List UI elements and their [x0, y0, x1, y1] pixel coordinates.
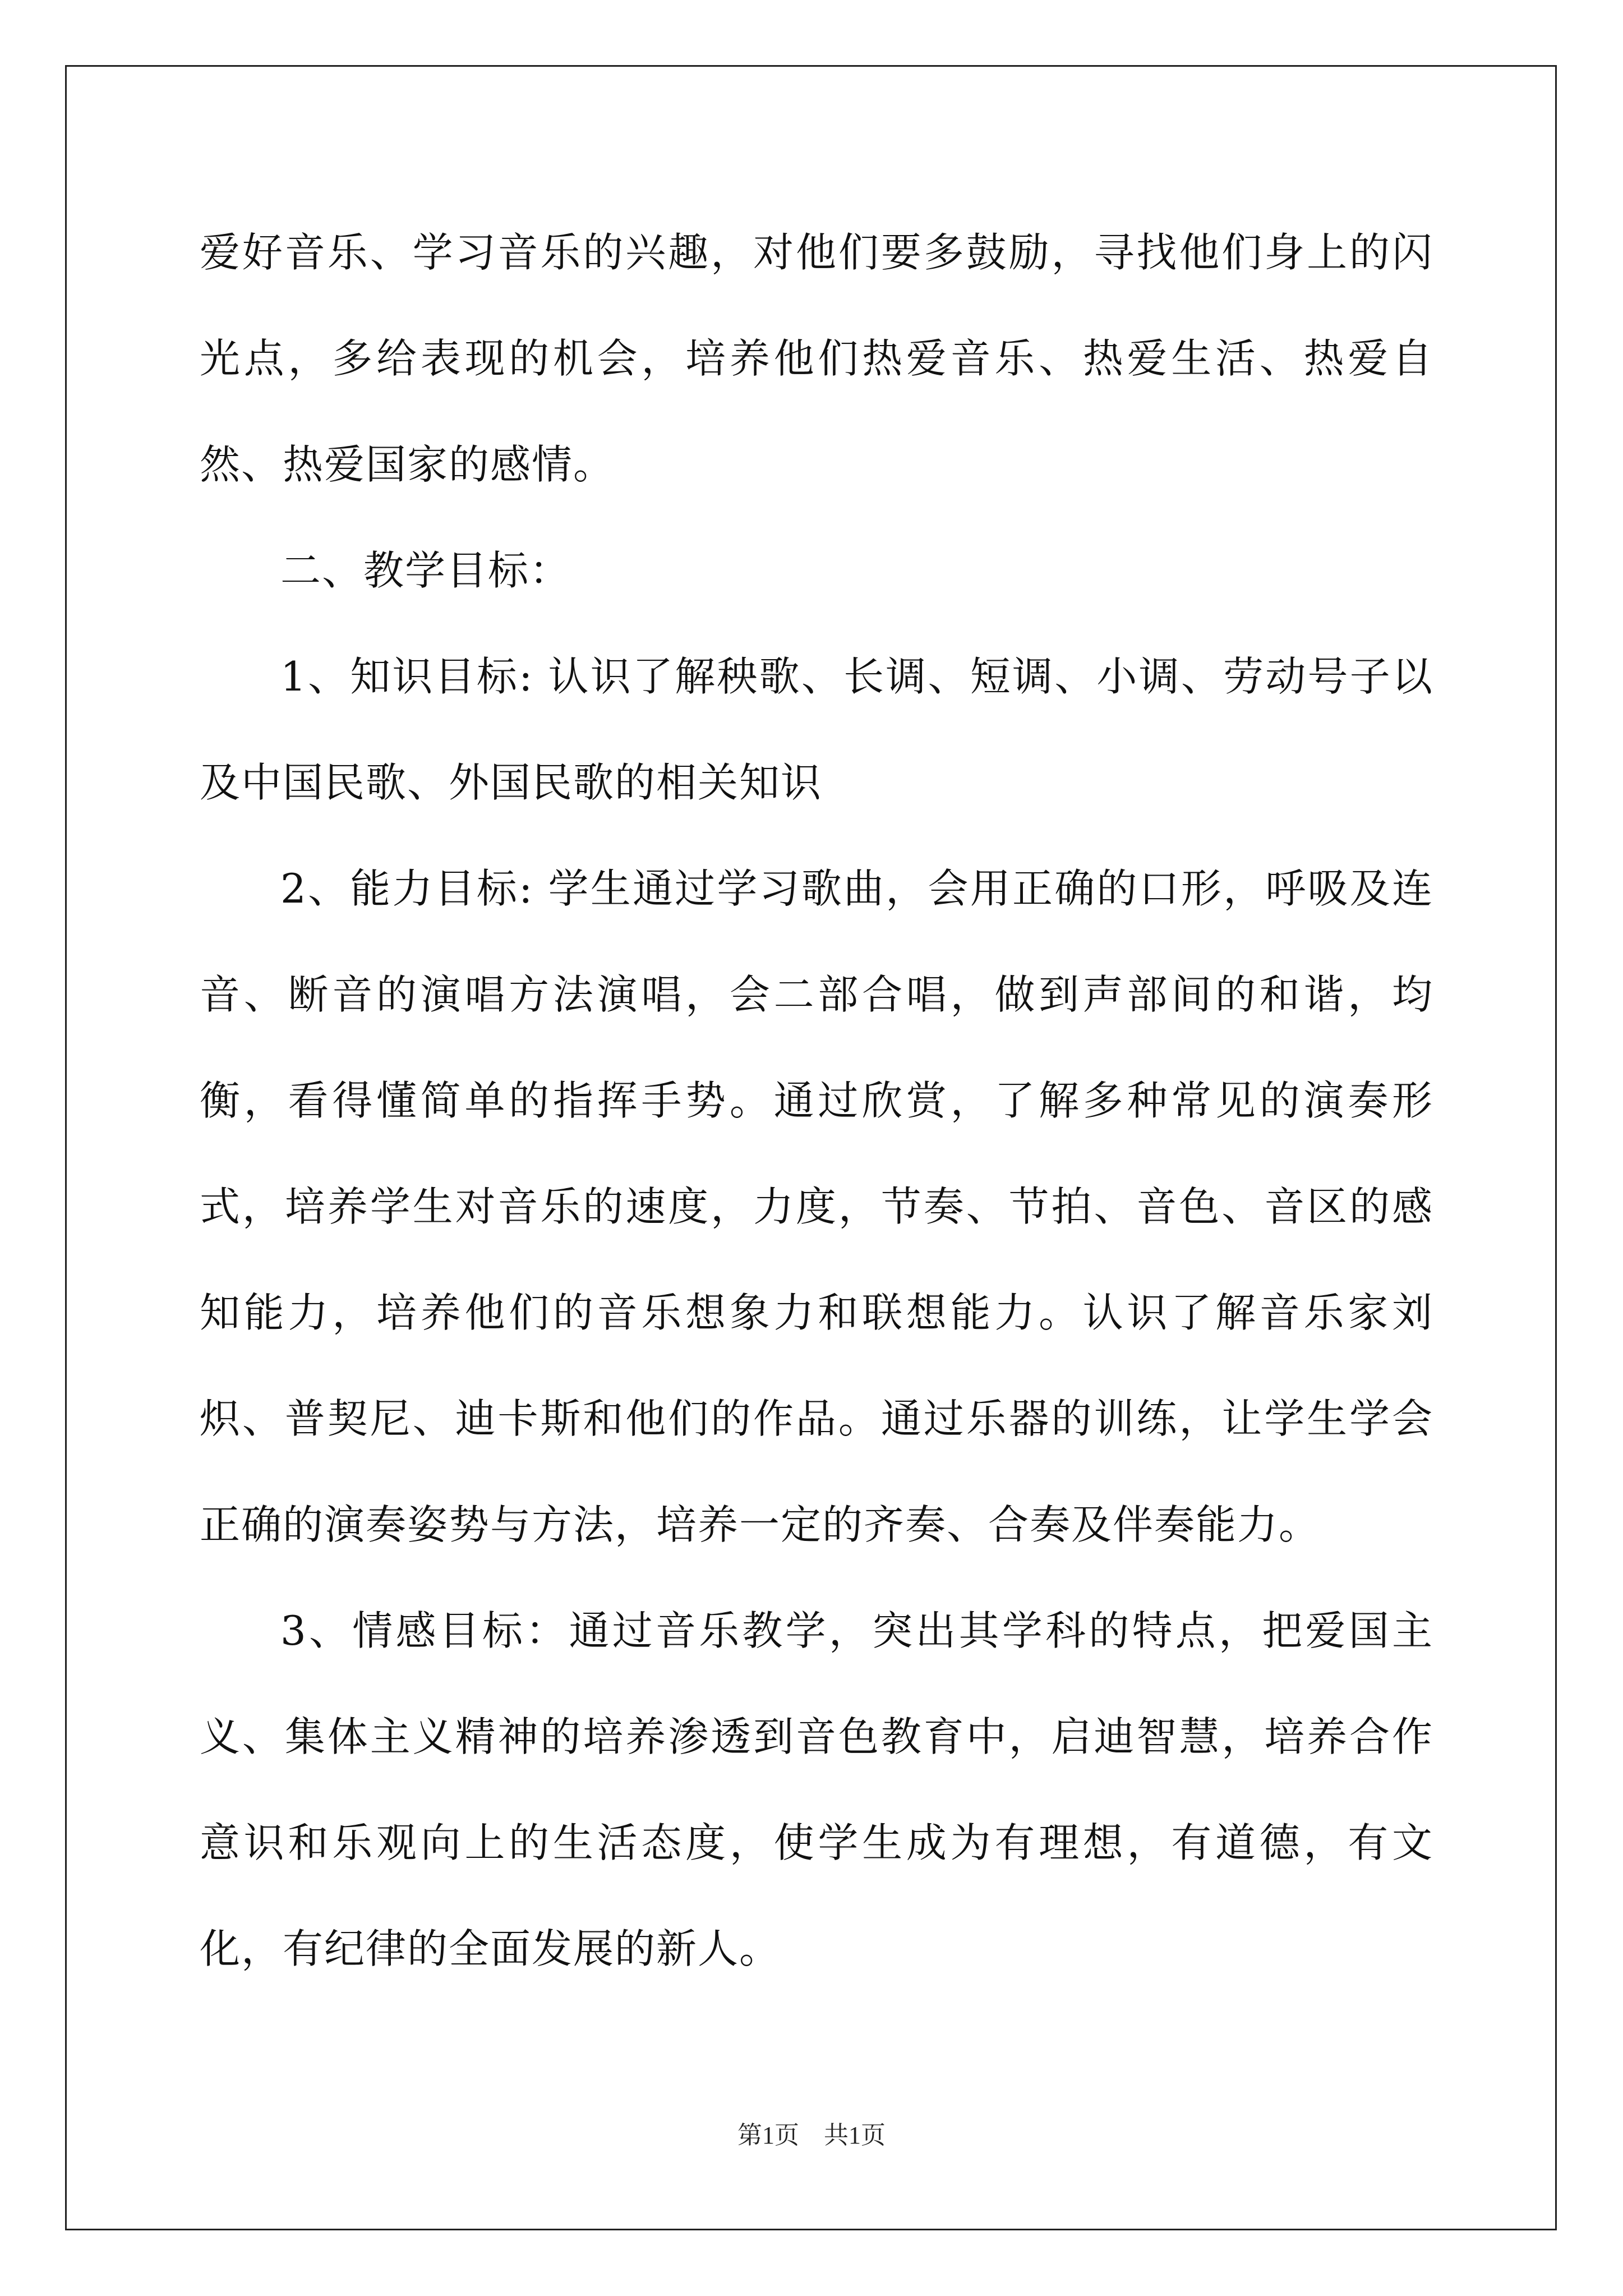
- section-heading-teaching-goals: 二、教学目标：: [280, 547, 571, 594]
- paragraph-knowledge-goal: 1、知识目标: 认识了解秧歌、长调、短调、小调、劳动号子以及中国民歌、外国民歌的相关知识: [200, 653, 1433, 806]
- page-number-footer: 第1页 共1页: [737, 2122, 886, 2149]
- paragraph-intro-continuation: 爱好音乐、学习音乐的兴趣，对他们要多鼓励，寻找他们身上的闪光点，多给表现的机会，培养他们热爱音乐、热爱生活、热爱自然、热爱国家的感情。: [200, 229, 1433, 488]
- document-body: [200, 200, 1433, 2002]
- paragraph-emotional-goal: 3、情感目标：通过音乐教学，突出其学科的特点，把爱国主义、集体主义精神的培养渗透到音色教育中，启迪智慧，培养合作意识和乐观向上的生活态度，使学生成为有理想，有道德，有文化，有纪律的全面发展的新人。: [200, 1607, 1433, 1972]
- paragraph-ability-goal: 2、能力目标: 学生通过学习歌曲，会用正确的口形，呼吸及连音、断音的演唱方法演唱，会二部合唱，做到声部间的和谐，均衡，看得懂简单的指挥手势。通过欣赏，了解多种常见的演奏形式，培养学生对音乐的速度，力度，节奏、节拍、音色、音区的感知能力，培养他们的音乐想象力和联想能力。认识了解音乐家刘炽、普契尼、迪卡斯和他们的作品。通过乐器的训练，让学生学会正确的演奏姿势与方法，培养一定的齐奏、合奏及伴奏能力。: [200, 865, 1433, 1548]
